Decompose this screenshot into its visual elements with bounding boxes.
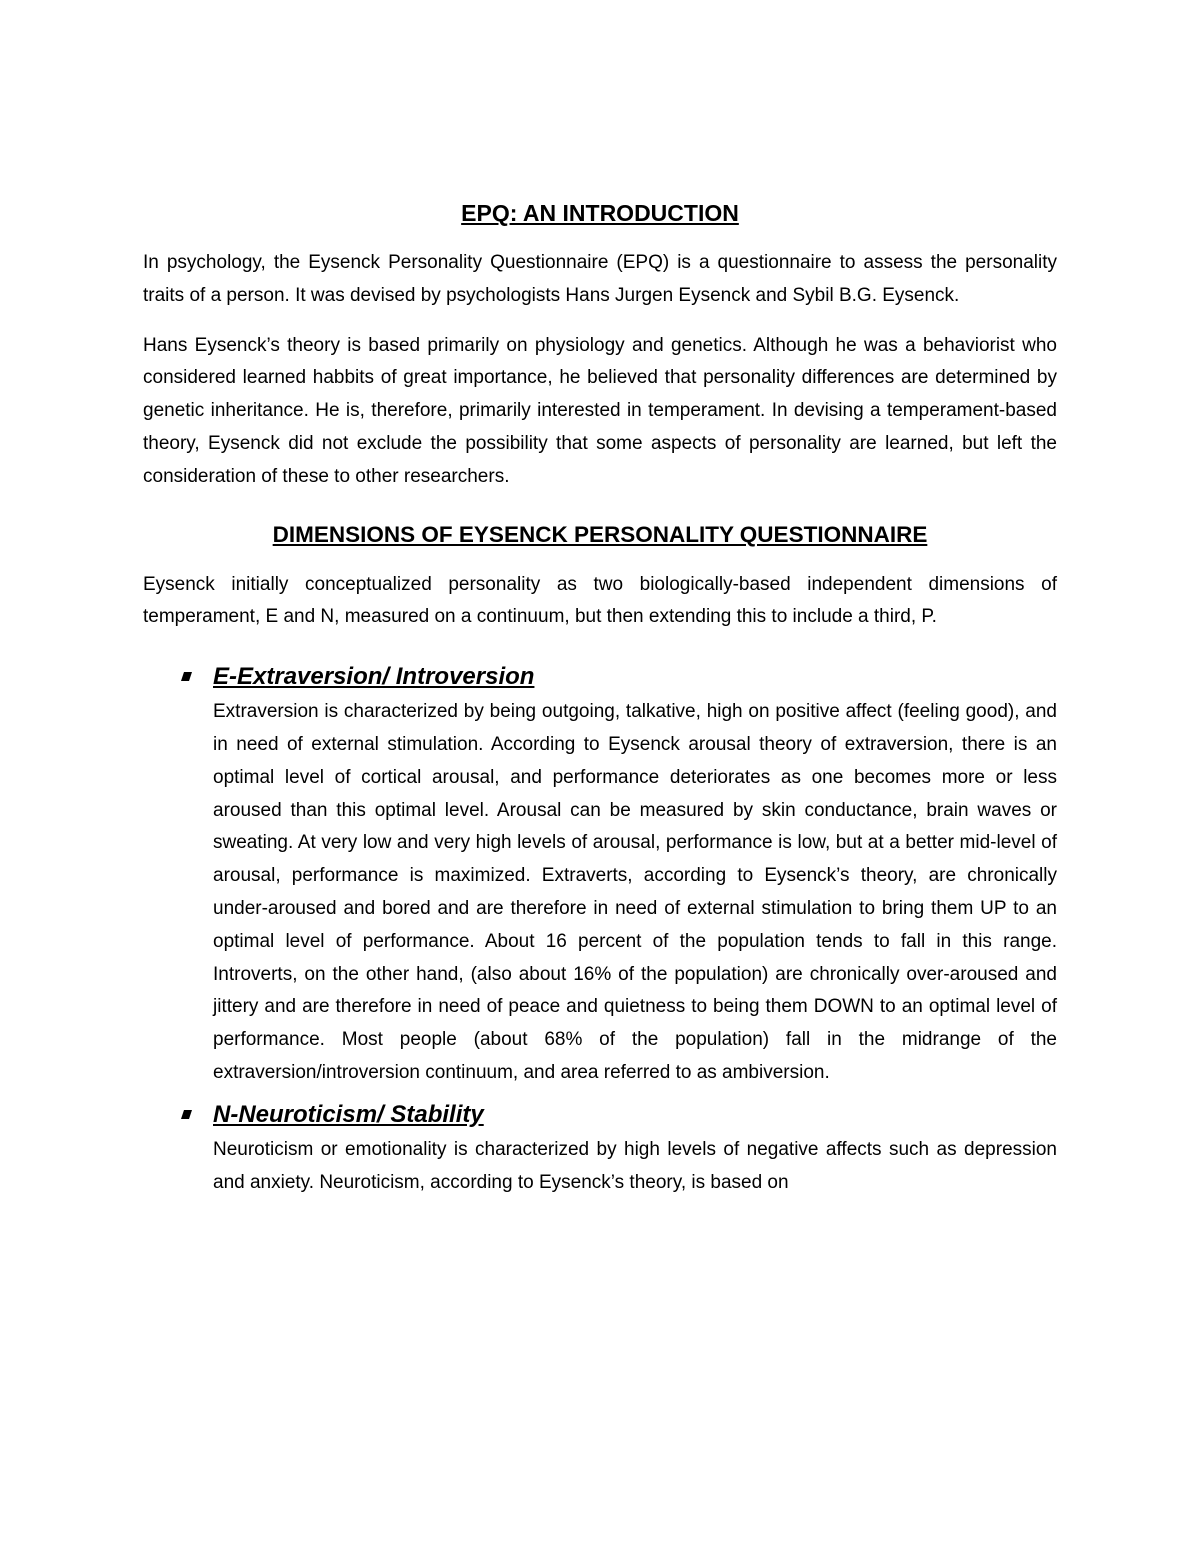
dimension-text-neuroticism: Neuroticism or emotionality is characterized by high levels of negative affects such as depression and anxiety. Neuroticism, according to Eysenck’s theory, is based on [213, 1138, 1057, 1193]
dimension-title-extraversion: E-Extraversion/ Introversion [213, 663, 535, 691]
document-page [143, 196, 1057, 1207]
intro-paragraph-1: In psychology, the Eysenck Personality Questionnaire (EPQ) is a questionnaire to assess the personality traits of a person. It was devised by psychologists Hans Jurgen Eysenck and Sybil B.G. Eysenck. [143, 252, 1057, 306]
dimension-item-extraversion [143, 660, 1057, 1090]
page-title: EPQ: AN INTRODUCTION [461, 200, 739, 226]
bullet-icon [180, 1108, 193, 1121]
dimension-title-neuroticism: N-Neuroticism/ Stability [213, 1100, 484, 1128]
section-heading-dimensions: DIMENSIONS OF EYSENCK PERSONALITY QUESTIONNAIRE [272, 521, 928, 547]
bullet-icon [180, 670, 193, 683]
dimension-item-neuroticism [143, 1098, 1057, 1200]
dimensions-intro-paragraph: Eysenck initially conceptualized personality as two biologically-based independent dimensions of temperament, E and N, measured on a continuum, but then extending this to include a third, P. [143, 573, 1057, 628]
dimension-text-extraversion: Extraversion is characterized by being outgoing, talkative, high on positive affect (feeling good), and in need of external stimulation. According to Eysenck arousal theory of extraversion, there is an optimal level of cortical arousal, and performance deteriorates as one becomes more or less aroused than this optimal level. Arousal can be measured by skin conductance, brain waves or sweating. At very low and very high levels of arousal, performance is low, but at a better mid-level of arousal, performance is maximized. Extraverts, according to Eysenck’s theory, are chronically under-aroused and bored and are therefore in need of external stimulation to bring them UP to an optimal level of performance. About 16 percent of the population tends to fall in this range. Introverts, on the other hand, (also about 16% of the population) are chronically over-aroused and jittery and are therefore in need of peace and quietness to being them DOWN to an optimal level of performance. Most people (about 68% of the population) fall in the midrange of the extraversion/introversion continuum, and area referred to as ambiversion. [213, 701, 1057, 1083]
intro-paragraph-2: Hans Eysenck’s theory is based primarily on physiology and genetics. Although he was a behaviorist who considered learned habbits of great importance, he believed that personality differences are determined by genetic inheritance. He is, therefore, primarily interested in temperament. In devising a temperament-based theory, Eysenck did not exclude the possibility that some aspects of personality are learned, but left the consideration of these to other researchers. [143, 334, 1057, 487]
